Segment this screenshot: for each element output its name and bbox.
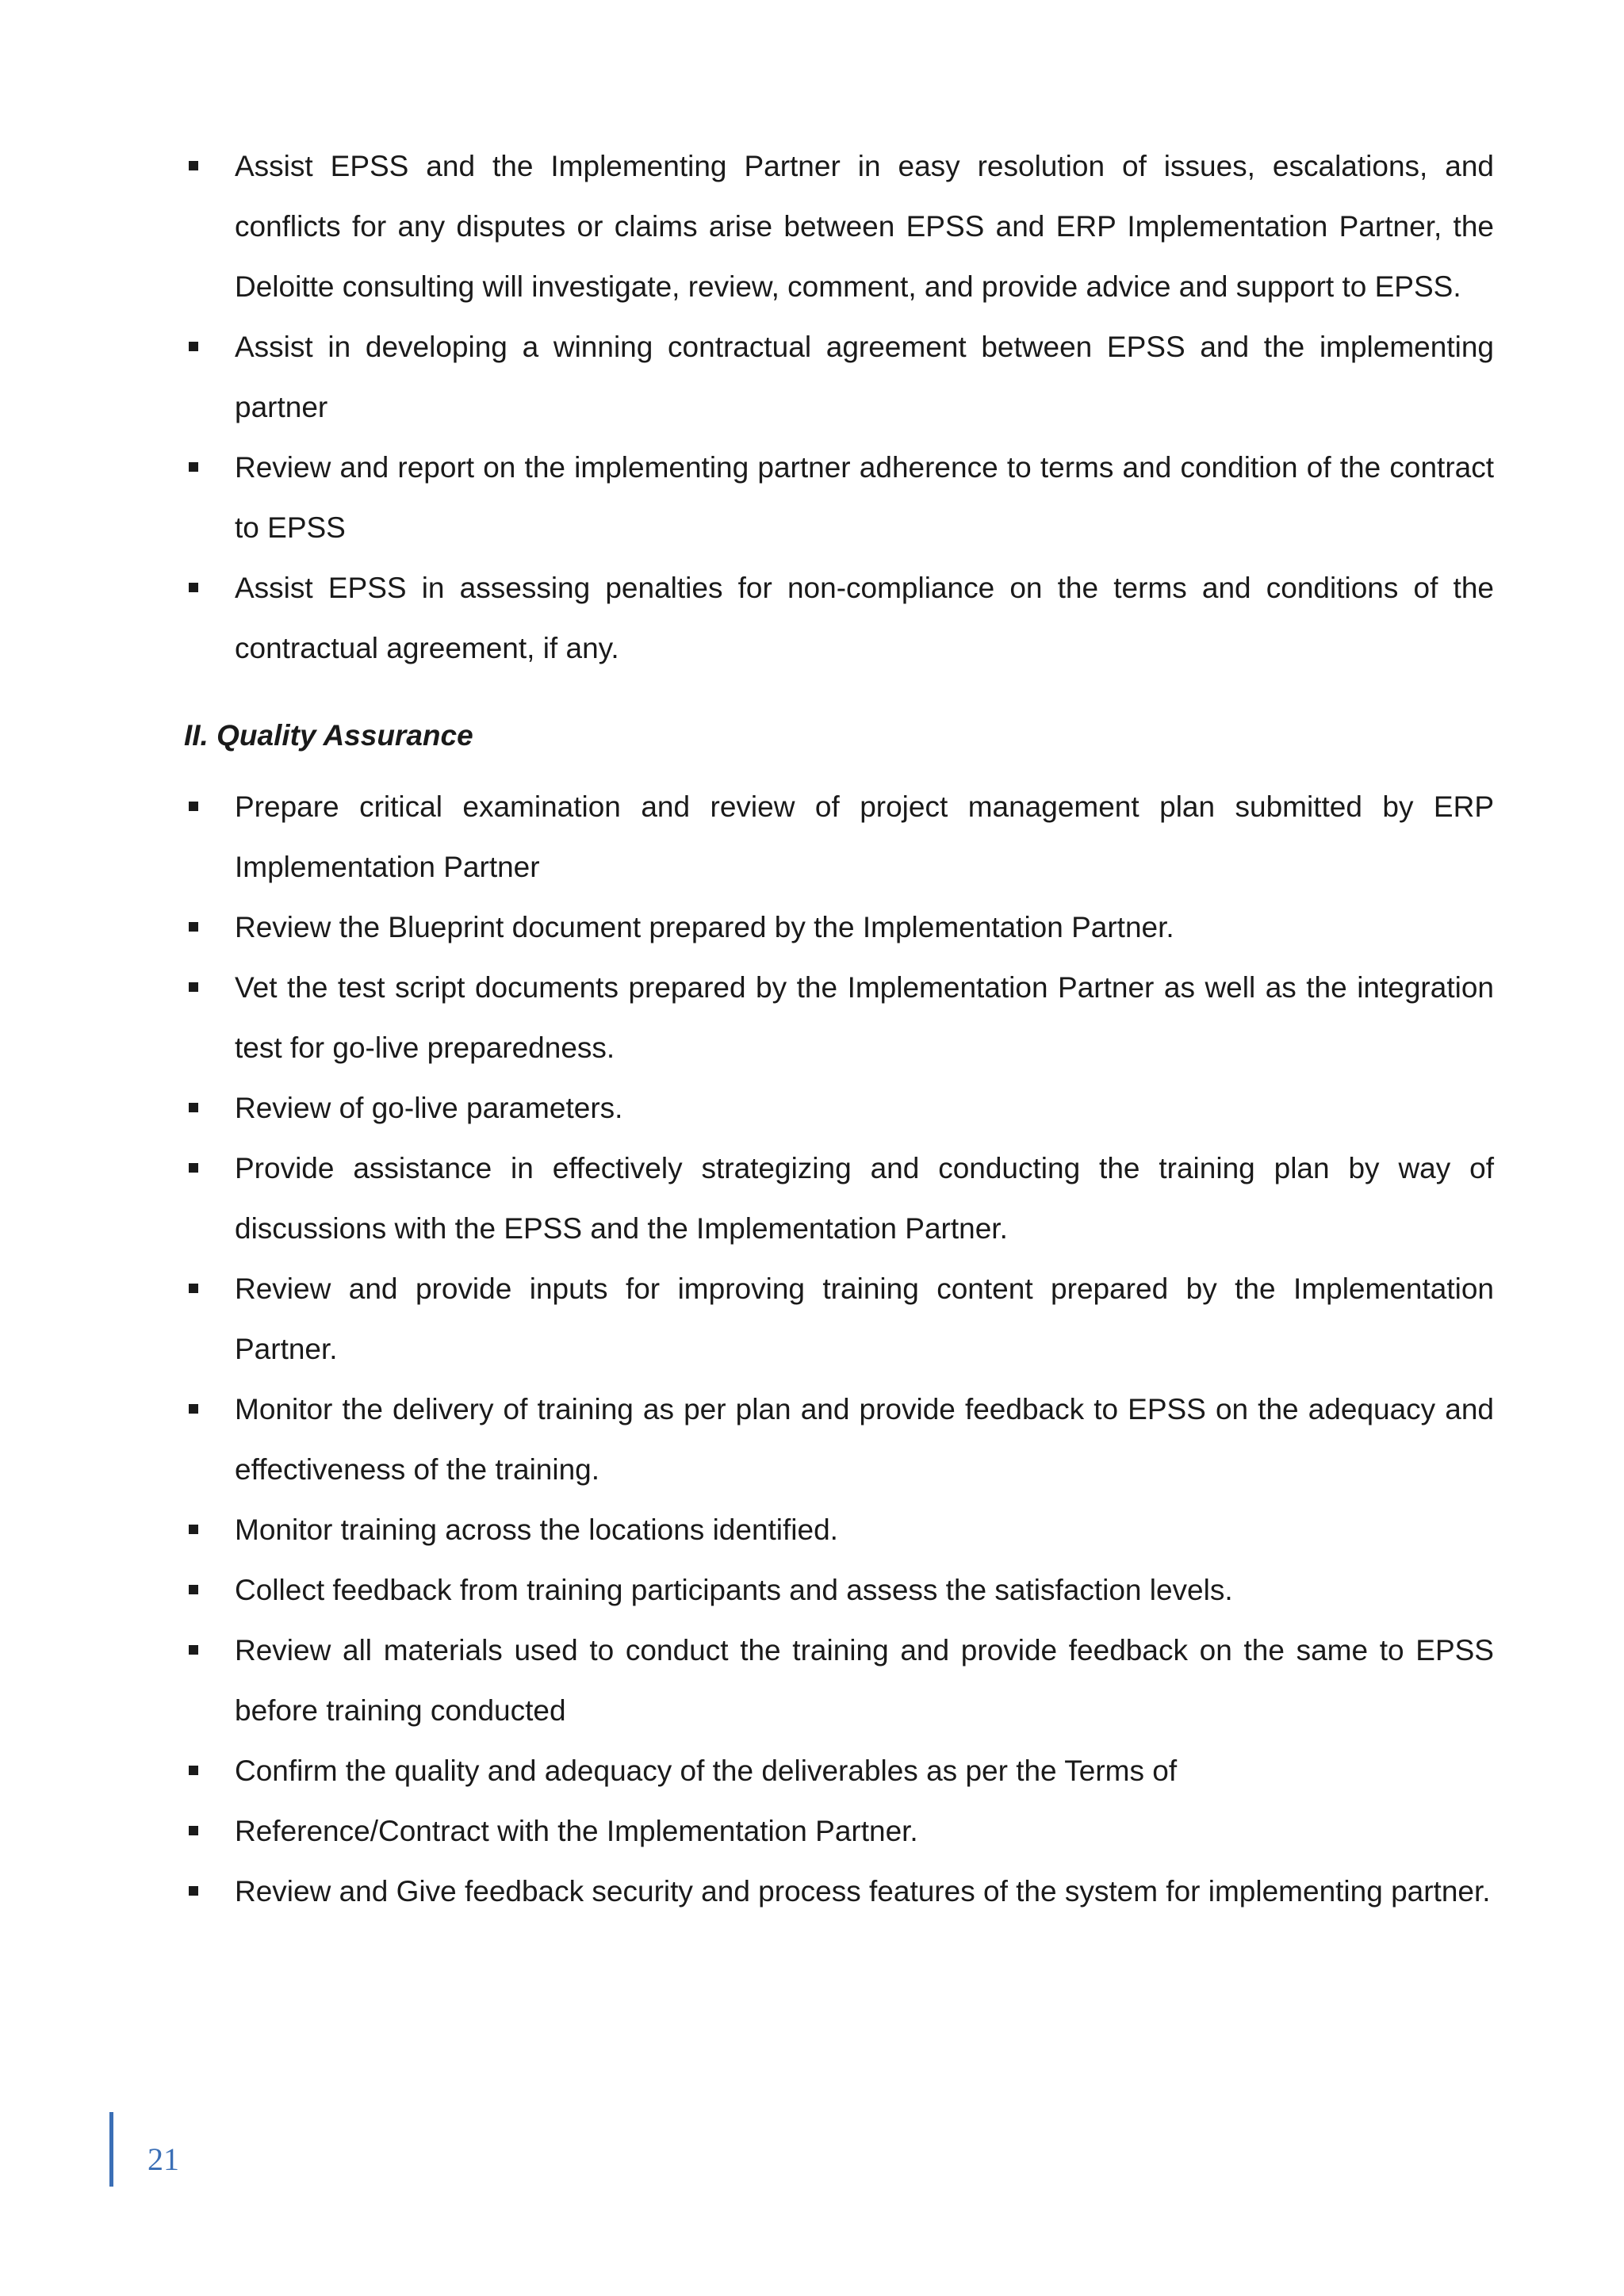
- list-item: Review of go-live parameters.: [184, 1078, 1494, 1138]
- section1-bullet-list: [184, 136, 1494, 679]
- list-item: Provide assistance in effectively strategizing and conducting the training plan by way of discussions with the EPSS and the Implementation Partner.: [184, 1138, 1494, 1259]
- list-item: Monitor training across the locations identified.: [184, 1500, 1494, 1560]
- list-item: Review the Blueprint document prepared by the Implementation Partner.: [184, 897, 1494, 958]
- page-number: 21: [147, 2141, 179, 2177]
- list-item: Review and report on the implementing partner adherence to terms and condition of the contract to EPSS: [184, 438, 1494, 558]
- section-heading: II. Quality Assurance: [184, 719, 473, 752]
- page-content: [184, 136, 1494, 1922]
- list-item: Collect feedback from training participants and assess the satisfaction levels.: [184, 1560, 1494, 1621]
- list-item: Review and provide inputs for improving training content prepared by the Implementation Partner.: [184, 1259, 1494, 1380]
- list-item: Assist EPSS in assessing penalties for non-compliance on the terms and conditions of the contractual agreement, if any.: [184, 558, 1494, 679]
- list-item: Assist EPSS and the Implementing Partner in easy resolution of issues, escalations, and conflicts for any disputes or claims arise between EPSS and ERP Implementation Partner, the Deloitte consulting will investigate, review, comment, and provide advice and support to EPSS.: [184, 136, 1494, 317]
- list-item: Monitor the delivery of training as per plan and provide feedback to EPSS on the adequacy and effectiveness of the training.: [184, 1380, 1494, 1500]
- list-item: Reference/Contract with the Implementation Partner.: [184, 1801, 1494, 1862]
- footer-accent-bar: [109, 2112, 113, 2187]
- list-item: Assist in developing a winning contractual agreement between EPSS and the implementing partner: [184, 317, 1494, 438]
- list-item: Review all materials used to conduct the training and provide feedback on the same to EPSS before training conducted: [184, 1621, 1494, 1741]
- list-item: Confirm the quality and adequacy of the deliverables as per the Terms of: [184, 1741, 1494, 1801]
- list-item: Prepare critical examination and review of project management plan submitted by ERP Implementation Partner: [184, 777, 1494, 897]
- list-item: Vet the test script documents prepared by the Implementation Partner as well as the integration test for go-live preparedness.: [184, 958, 1494, 1078]
- section2-bullet-list: [184, 777, 1494, 1922]
- list-item: Review and Give feedback security and process features of the system for implementing partner.: [184, 1862, 1494, 1922]
